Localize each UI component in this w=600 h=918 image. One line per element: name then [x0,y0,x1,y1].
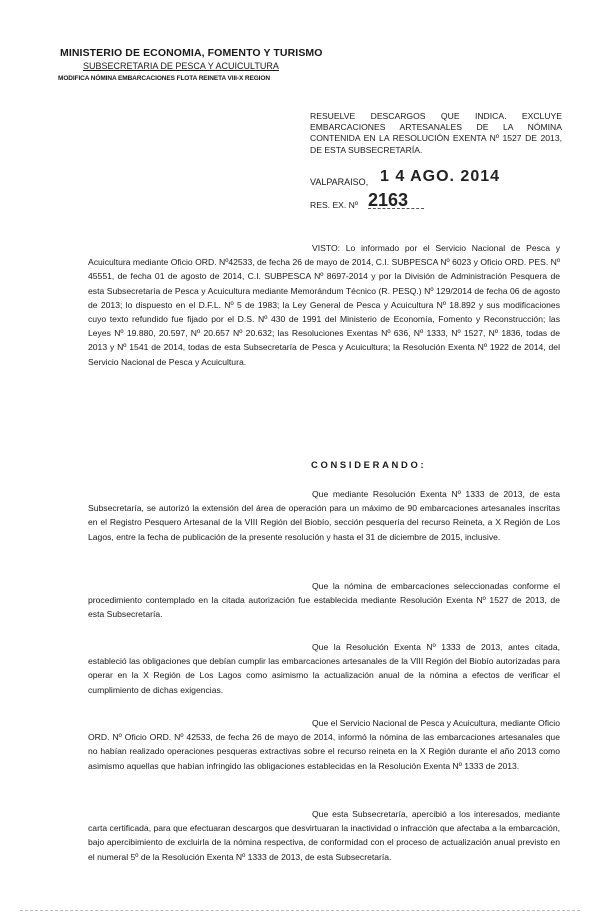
ministry-title: MINISTERIO DE ECONOMIA, FOMENTO Y TURISMO [60,47,323,59]
place: VALPARAISO, [310,177,369,187]
resolve-summary: RESUELVE DESCARGOS QUE INDICA. EXCLUYE EMBARCACIONES ARTESANALES DE LA NÓMINA CONTENIDA EN LA RESOLUCIÓN EXENTA Nº 1527 DE 2013, DE ESTA SUBSECRETARÍA. [310,111,562,155]
page-edge-line [20,910,580,911]
subsecretaria-title: SUBSECRETARIA DE PESCA Y ACUICULTURA [83,61,279,71]
subject-line: MODIFICA NÓMINA EMBARCACIONES FLOTA REINETA VIII-X REGION [58,75,270,82]
resolution-label: RES. EX. Nº [310,200,359,210]
visto-paragraph: VISTO: Lo informado por el Servicio Nacional de Pesca y Acuicultura mediante Oficio ORD. Nº42533, de fecha 26 de mayo de 2014, C.I. SUBPESCA Nº 6023 y Oficio ORD. PES. Nº 45551, de fecha 01 de agosto de 2014, C.I. SUBPESCA Nº 8697-2014 y por la División de Administración Pesquera de esta Subsecretaría de Pesca y Acuicultura mediante Memorándum Técnico (R. PESQ.) Nº 129/2014 de fecha 06 de agosto de 2013; lo dispuesto en el D.F.L. Nº 5 de 1983; la Ley General de Pesca y Acuicultura Nº 18.892 y sus modificaciones cuyo texto refundido fue fijado por el D.S. Nº 430 de 1991 del Ministerio de Economía, Fomento y Reconstrucción; las Leyes Nº 19.880, 20.597, Nº 20.657 Nº 20.632; las Resoluciones Exentas Nº 636, Nº 1333, Nº 1527, Nº 1836, todas de 2013 y Nº 1541 de 2014, todas de esta Subsecretaría de Pesca y Acuicultura; la Resolución Exenta Nº 1922 de 2014, del Servicio Nacional de Pesca y Acuicultura. [88,243,560,367]
considerando-item-2: Que la nómina de embarcaciones seleccionadas conforme el procedimiento contemplado en la citada autorización fue establecida mediante Resolución Exenta Nº 1527 de 2013, de esta Subsecretaría. [88,581,560,620]
considerando-item-3: Que la Resolución Exenta Nº 1333 de 2013, antes citada, estableció las obligaciones que debían cumplir las embarcaciones artesanales de la VIII Región del Biobío autorizadas para operar en la X Región de Los Lagos como asimismo la actualización anual de la nómina a efectos de verificar el cumplimiento de dichas exigencias. [88,642,560,695]
resolution-number: 2163 [368,190,409,210]
considerando-heading: CONSIDERANDO: [311,459,427,470]
considerando-item-5: Que esta Subsecretaría, apercibió a los interesados, mediante carta certificada, para que efectuaran descargos que desvirtuaran la inactividad o infracción que afectaba a la embarcación, bajo apercibimiento de excluirla de la nómina respectiva, de conformidad con el proceso de actualización anual previsto en el numeral 5º de la Resolución Exenta Nº 1333 de 2013, de esta Subsecretaría. [88,809,560,862]
date-stamp: 1 4 AGO. 2014 [380,168,501,185]
considerando-item-4: Que el Servicio Nacional de Pesca y Acuicultura, mediante Oficio ORD. Nº Oficio ORD. Nº 42533, de fecha 26 de mayo de 2014, informó la nómina de las embarcaciones artesanales que no habían realizado operaciones pesqueras extractivas sobre el recurso reineta en la X Región durante el año 2013 como asimismo aquellas que habían infringido las obligaciones establecidas en la Resolución Exenta Nº 1333 de 2013. [88,718,560,771]
considerando-item-1: Que mediante Resolución Exenta Nº 1333 de 2013, de esta Subsecretaría, se autorizó la extensión del área de operación para un máximo de 90 embarcaciones artesanales inscritas en el Registro Pesquero Artesanal de la VIII Región del Biobío, sección pesquería del recurso Reineta, a X Región de Los Lagos, entre la fecha de publicación de la presente resolución y hasta el 31 de diciembre de 2015, inclusive. [88,489,560,542]
resolution-underline [368,208,424,209]
